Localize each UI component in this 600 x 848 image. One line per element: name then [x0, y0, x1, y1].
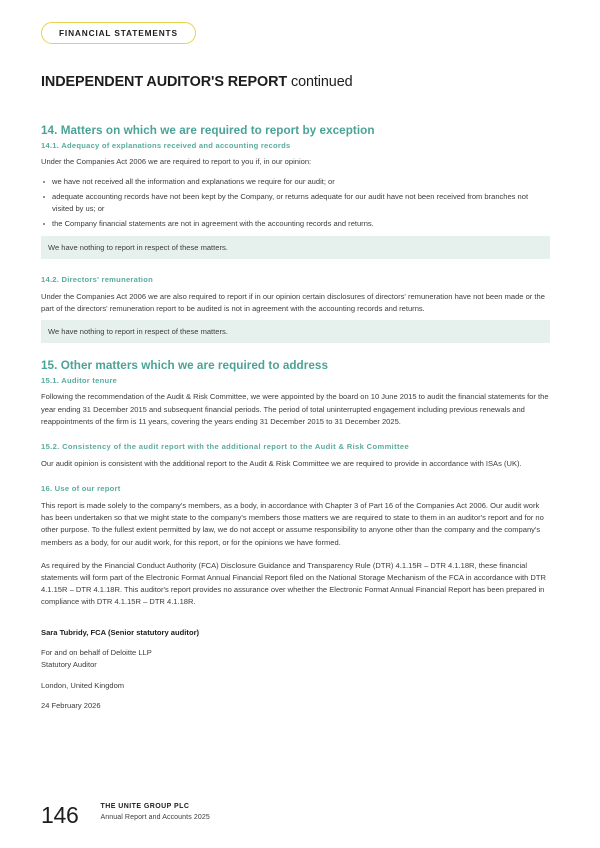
footer-company-name: THE UNITE GROUP PLC	[100, 803, 190, 810]
section-14-2-heading: 14.2. Directors' remuneration	[41, 275, 154, 285]
section-16-paragraph-1: This report is made solely to the company's members, as a body, in accordance with Chapter 3 of Part 16 of the Companies Act 2006. Our audit work has been undertaken so that we might state to the company's members those matters we are required to state to them in an auditor's report and for no other purpose. To the fullest extent permitted by law, we do not accept or assume responsibility to anyone other than the company and the company's members as a body, for our audit work, for this report, or for the opinions we have formed.	[41, 500, 544, 547]
footer-report-name: Annual Report and Accounts 2025	[100, 813, 210, 821]
section-14-1-heading: 14.1. Adequacy of explanations received and accounting records	[41, 140, 291, 150]
section-15-2-heading: 15.2. Consistency of the audit report with the additional report to the Audit & Risk Committee	[41, 442, 410, 452]
signatory-behalf: For and on behalf of Deloitte LLP	[41, 648, 152, 658]
section-14-1-callout: We have nothing to report in respect of these matters.	[41, 236, 550, 259]
section-16-heading: 16. Use of our report	[41, 484, 121, 494]
document-body	[41, 124, 550, 712]
section-14-1-intro: Under the Companies Act 2006 we are required to report to you if, in our opinion:	[41, 157, 312, 167]
signature-date: 24 February 2026	[41, 701, 101, 711]
section-badge-label: FINANCIAL STATEMENTS	[41, 22, 196, 44]
signatory-role: Statutory Auditor	[41, 660, 97, 670]
section-15-2-paragraph: Our audit opinion is consistent with the additional report to the Audit & Risk Committee we are required to provide in accordance with ISAs (UK).	[41, 458, 522, 468]
section-14-heading: 14. Matters on which we are required to report by exception	[41, 124, 375, 137]
section-14-2-paragraph: Under the Companies Act 2006 we are also required to report if in our opinion certain disclosures of directors' remuneration have not been made or the part of the directors' remuneration report to be audited is not in agreement with the accounting records and returns.	[41, 292, 545, 314]
footer-meta	[100, 802, 209, 824]
page-number: 146	[41, 802, 79, 828]
section-15-1-heading: 15.1. Auditor tenure	[41, 375, 118, 385]
section-14-1-bullet-list	[41, 176, 550, 230]
signatory-name: Sara Tubridy, FCA (Senior statutory auditor)	[41, 627, 200, 637]
section-15-1-paragraph: Following the recommendation of the Audit & Risk Committee, we were appointed by the board on 10 June 2015 to audit the financial statements for the year ending 31 December 2015 and subsequent financial periods. The period of total uninterrupted engagement including previous renewals and reappointments of the firm is 11 years, covering the years ending 31 December 2015 to 31 December 2025.	[41, 392, 549, 426]
list-item: we have not received all the information and explanations we require for our audit; or	[41, 176, 550, 188]
section-16-paragraph-2: As required by the Financial Conduct Authority (FCA) Disclosure Guidance and Transparency Rule (DTR) 4.1.15R – DTR 4.1.18R, these financial statements will form part of the Electronic Format Annual Financial Report filed on the National Storage Mechanism of the FCA in accordance with DTR 4.1.15R – DTR 4.1.18R. This auditor's report provides no assurance over whether the Electronic Format Annual Financial Report has been prepared in compliance with DTR 4.1.15R – DTR 4.1.18R.	[41, 560, 546, 607]
signature-location: London, United Kingdom	[41, 680, 125, 690]
page-title-continued: continued	[291, 74, 353, 90]
section-badge	[41, 22, 196, 44]
list-item: adequate accounting records have not been kept by the Company, or returns adequate for our audit have not been received from branches not visited by us; or	[41, 191, 550, 215]
page-footer	[41, 801, 210, 828]
section-14-2-callout: We have nothing to report in respect of these matters.	[41, 320, 550, 343]
page-title	[41, 74, 353, 90]
page-title-main: INDEPENDENT AUDITOR'S REPORT	[41, 74, 288, 90]
section-15-heading: 15. Other matters which we are required to address	[41, 358, 328, 372]
signature-block	[41, 628, 550, 712]
list-item: the Company financial statements are not in agreement with the accounting records and returns.	[41, 218, 550, 230]
